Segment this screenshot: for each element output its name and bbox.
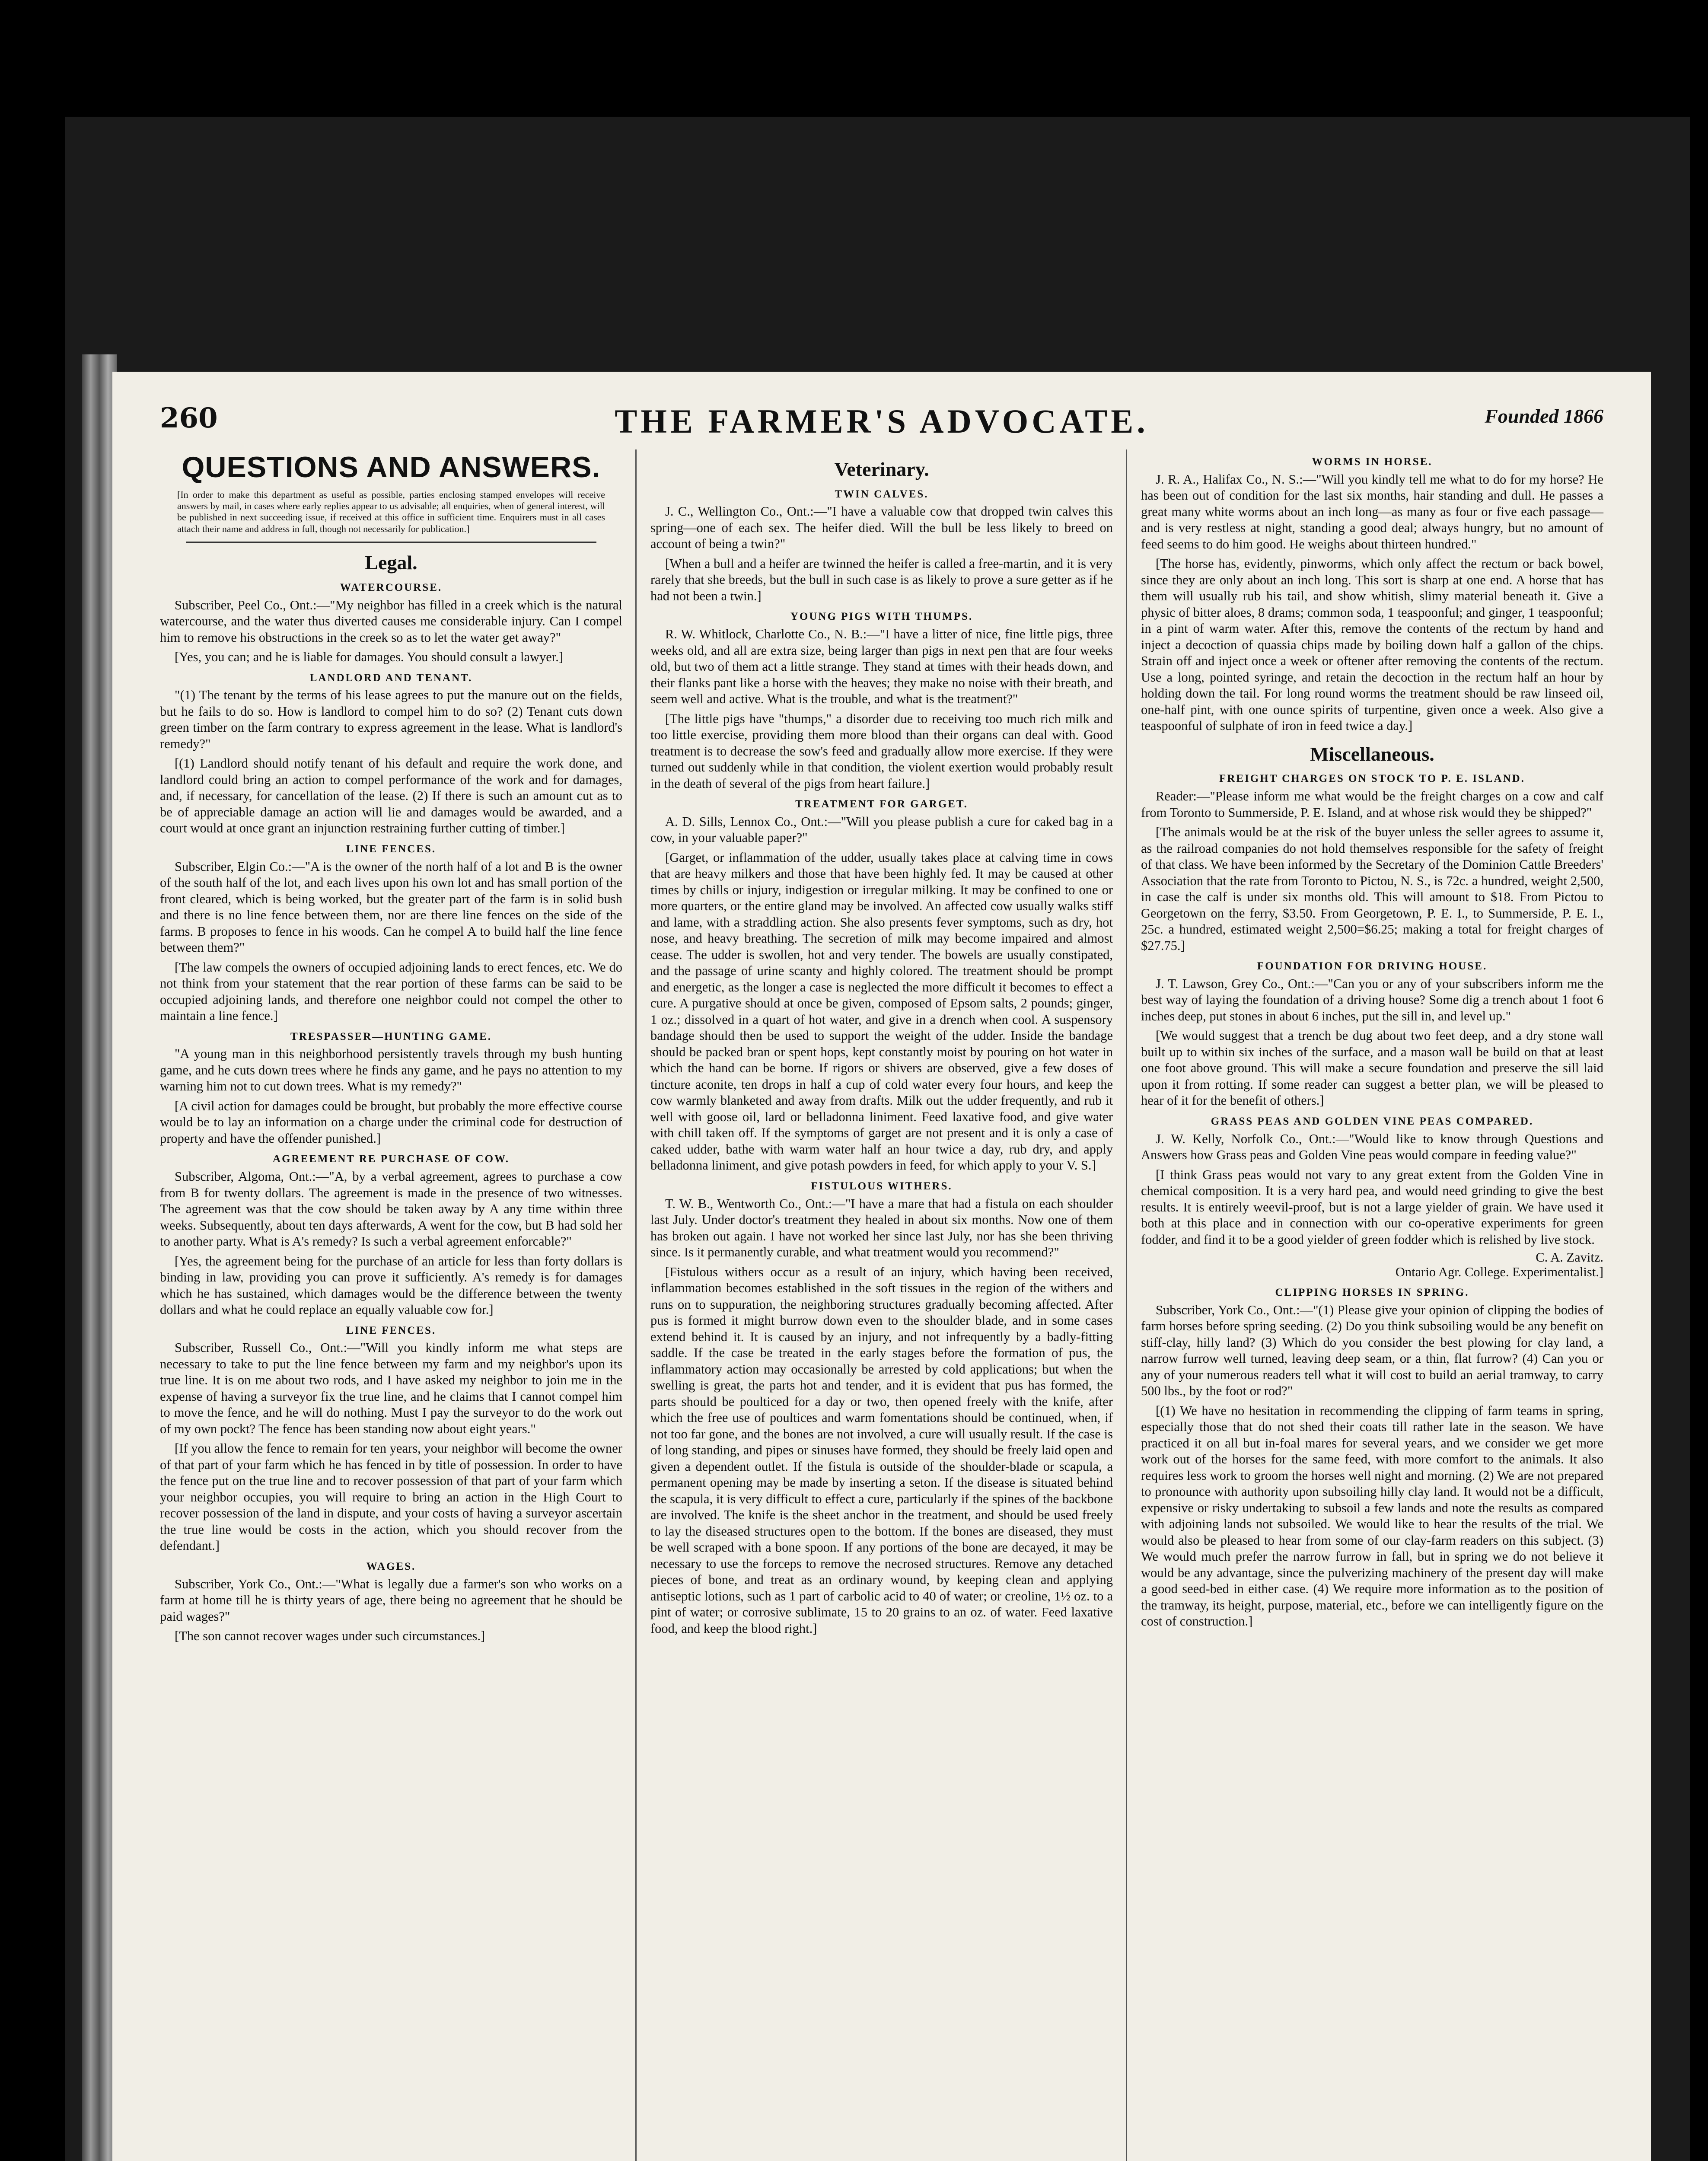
article [1141, 772, 1603, 954]
answer: [The little pigs have "thumps," a disorder due to receiving too much rich milk and too little exercise, providing them more blood than their organs can deal with. Good treatment is to decrease the sow's feed and gradually allow more exercise. If they were turned out suddenly while in that condition, the violent exertion would probably result in the death of several of the pigs from heart failure.] [650, 711, 1113, 791]
article-heading: WATERCOURSE. [340, 581, 443, 593]
article [160, 581, 622, 666]
question: J. W. Kelly, Norfolk Co., Ont.:—"Would like to know through Questions and Answers how Grass peas and Golden Vine peas would compare in feeding value?" [1141, 1131, 1603, 1163]
question: Subscriber, Elgin Co.:—"A is the owner of the north half of a lot and B is the owner of the south half of the lot, and each lives upon his own lot and has small portion of the front cleared, which is being worked, but the greater part of the farm is in solid bush and there is no line fence between them, nor are there line fences on the side of the farms. B proposes to fence in his woods. Can he compel A to build half the line fence between them?" [160, 859, 622, 955]
article [650, 1180, 1113, 1637]
article-heading: GRASS PEAS AND GOLDEN VINE PEAS COMPARED. [1211, 1115, 1534, 1127]
question: J. R. A., Halifax Co., N. S.:—"Will you kindly tell me what to do for my horse? He has been out of condition for the last six months, hair standing and dull. He passes a great many white worms about an inch long—as many as four or five each passage—and is very restless at night, standing a good deal; always hungry, but no amount of feed seems to do him good. He weighs about thirteen hundred." [1141, 472, 1603, 551]
answer: [When a bull and a heifer are twinned the heifer is called a free-martin, and it is very rarely that she breeds, but the bull in such case is as likely to prove a sure getter as if he had not been a twin.] [650, 556, 1113, 603]
divider [186, 542, 596, 543]
column-veterinary [650, 449, 1113, 1640]
question: J. T. Lawson, Grey Co., Ont.:—"Can you or any of your subscribers inform me the best way of laying the foundation of a driving house? Some dig a trench about 1 foot 6 inches deep, put stones in about 6 inches, put the sill in, and level up." [1141, 976, 1603, 1023]
answer: [We would suggest that a trench be dug about two feet deep, and a dry stone wall built up to within six inches of the surface, and a mason wall be build on that at least one foot above ground. This will make a secure foundation and preserve the sill laid upon it from rotting. If some reader can suggest a better plan, we will be pleased to hear of it for the benefit of others.] [1141, 1028, 1603, 1108]
article [650, 798, 1113, 1174]
article-heading: LINE FENCES. [346, 843, 437, 855]
article-heading: WAGES. [366, 1560, 416, 1572]
question: A. D. Sills, Lennox Co., Ont.:—"Will you please publish a cure for caked bag in a cow, in your valuable paper?" [650, 814, 1113, 845]
founded-date: Founded 1866 [1485, 405, 1603, 427]
question: J. C., Wellington Co., Ont.:—"I have a valuable cow that dropped twin calves this spring—one of each sex. The heifer died. Will the bull be less likely to breed on account of being a twin?" [650, 504, 1113, 551]
answer: [The law compels the owners of occupied adjoining lands to erect fences, etc. We do not think from your statement that the rear portion of these farms can be said to be occupied adjoining lands, and therefore one neighbor could not compel the other to maintain a line fence.] [160, 959, 622, 1023]
article [1141, 1286, 1603, 1630]
article [160, 672, 622, 837]
article-heading: CLIPPING HORSES IN SPRING. [1275, 1287, 1469, 1299]
masthead: THE FARMER'S ADVOCATE. [615, 402, 1149, 440]
answer: [The animals would be at the risk of the buyer unless the seller agrees to assume it, as the railroad companies do not hold themselves responsible for the safety of freight of that class. We have been informed by the Secretary of the Dominion Cattle Breeders' Association that the rate from Toronto to Pictou, N. S., is 72c. a hundred, weight 2,500, in case the calf is under six months old. This will amount to $18. From Pictou to Georgetown on the ferry, $3.50. From Georgetown, P. E. I., to Summerside, P. E. I., 25c. a hundred, estimated weight 2,500=$6.25; making a total for freight charges of $27.75.] [1141, 825, 1603, 953]
page-number: 260 [160, 402, 218, 434]
article-heading: FOUNDATION FOR DRIVING HOUSE. [1257, 960, 1488, 972]
question: Subscriber, York Co., Ont.:—"What is legally due a farmer's son who works on a farm at home till he is thirty years of age, there being no agreement that he should be paid wages?" [160, 1576, 622, 1624]
article-heading: WORMS IN HORSE. [1312, 456, 1433, 468]
article-heading: YOUNG PIGS WITH THUMPS. [790, 611, 973, 623]
signature: C. A. Zavitz. [1536, 1250, 1603, 1265]
article [1141, 1115, 1603, 1280]
section-heading-miscellaneous: Miscellaneous. [1310, 743, 1434, 765]
article [650, 488, 1113, 605]
column-rule [635, 449, 637, 2161]
article-heading: LINE FENCES. [346, 1324, 437, 1336]
article-heading: FREIGHT CHARGES ON STOCK TO P. E. ISLAND. [1219, 773, 1525, 785]
article-heading: TWIN CALVES. [835, 488, 929, 500]
answer: [(1) Landlord should notify tenant of his default and require the work done, and landlord could bring an action to compel performance of the work and for damages, and, if necessary, for cancellation of the lease. (2) If there is such an amount cut as to be of appreciable damage an action will lie and damages would be awarded, and a court would at once grant an injunction restraining further cutting of timber.] [160, 756, 622, 836]
article [160, 843, 622, 1024]
column-legal [160, 449, 622, 1648]
question: Reader:—"Please inform me what would be the freight charges on a cow and calf from Toronto to Summerside, P. E. Island, and at whose risk would they be shipped?" [1141, 789, 1603, 820]
article-heading: TREATMENT FOR GARGET. [795, 798, 968, 810]
answer: [If you allow the fence to remain for ten years, your neighbor will become the owner of that part of your farm which he has fenced in by title of possession. In order to have the fence put on the true line and to recover possession of that part of your farm which your neighbor occupies, you will require to bring an action in the High Court to recover possession of the land in dispute, and your costs of having a surveyor ascertain the true line would be costs in the action, which you should recover from the defendant.] [160, 1441, 622, 1553]
article [1141, 960, 1603, 1109]
intro-note: [In order to make this department as useful as possible, parties enclosing stamped envelopes will receive answers by mail, in cases where early replies appear to us advisable; all enquiries, when of general interest, will be published in next succeeding issue, if received at this office in sufficient time. Enquirers must in all cases attach their name and address in full, though not necessarily for publication.] [177, 489, 605, 534]
answer: [Yes, the agreement being for the purchase of an article for less than forty dollars is binding in law, providing you can prove it sufficiently. A's remedy is for damages which he has sustained, which damages would be the difference between the twenty dollars and what he could replace an equally valuable cow for.] [160, 1253, 622, 1317]
article-heading: FISTULOUS WITHERS. [811, 1180, 953, 1192]
answer: [A civil action for damages could be brought, but probably the more effective course would be to lay an information on a charge under the criminal code for destruction of property and have the offender punished.] [160, 1098, 622, 1146]
article-heading: AGREEMENT RE PURCHASE OF COW. [273, 1153, 510, 1165]
question: "A young man in this neighborhood persistently travels through my bush hunting game, and he cuts down trees where he finds any game, and he pays no attention to my warning him not to cut down trees. What is my remedy?" [160, 1046, 622, 1094]
article [650, 610, 1113, 792]
page-header [160, 402, 1603, 441]
article [160, 1324, 622, 1554]
question: T. W. B., Wentworth Co., Ont.:—"I have a mare that had a fistula on each shoulder last July. Under doctor's treatment they healed in about six months. Now one of them has broken out again. I have not worked her since last July, nor has she been thriving since. Is it permanently curable, and what treatment would you recommend?" [650, 1196, 1113, 1260]
article [1141, 456, 1603, 734]
section-title: QUESTIONS AND ANSWERS. [182, 451, 601, 484]
book-page-edges [82, 354, 117, 2161]
question: Subscriber, York Co., Ont.:—"(1) Please give your opinion of clipping the bodies of farm horses before spring seeding. (2) Do you think subsoiling would be any benefit on stiff-clay, hilly land? (3) Which do you consider the best plowing for clay land, a narrow furrow well turned, leaving deep seam, or a thin, flat furrow? (4) Can you or any of your numerous readers tell what it will cost to build an aerial tramway, to carry 500 lbs., by the foot or rod?" [1141, 1302, 1603, 1399]
answer: [Yes, you can; and he is liable for damages. You should consult a lawyer.] [175, 650, 564, 665]
answer: [I think Grass peas would not vary to any great extent from the Golden Vine in chemical composition. It is a very hard pea, and would need grinding to give the best results. It is entirely weevil-proof, but is not a large yielder of grain. We have used it both at this place and in connection with our co-operative experiments for green fodder, and find it to be a good yielder of green fodder which is relished by live stock. [1141, 1167, 1603, 1247]
article [160, 1560, 622, 1645]
question: Subscriber, Peel Co., Ont.:—"My neighbor has filled in a creek which is the natural watercourse, and the water thus diverted causes me considerable injury. Can I compel him to remove his obstructions in the creek so as to let the water get away?" [160, 597, 622, 645]
article [160, 1153, 622, 1318]
column-miscellaneous [1141, 449, 1603, 1633]
answer: [Fistulous withers occur as a result of an injury, which having been received, inflammation becomes established in the soft tissues in the region of the withers and runs on to suppuration, the neighboring structures gradually becoming affected. After pus is formed it might burrow down even to the shoulder blade, and in some cases extend behind it. It is caused by an injury, and not infrequently by a badly-fitting saddle. If the case be treated in the early stages before the formation of pus, the inflammatory action may occasionally be arrested by cold applications; but when the swelling is great, the parts hot and tender, and it is evident that pus has formed, the parts should be poulticed for a day or two, then opened freely with the knife, after which the free use of poultices and warm fomentations should be continued, when, if not too far gone, and the bones are not involved, a cure will usually result. If the case is of long standing, and pipes or sinuses have formed, they should be freely laid open and given a dependent outlet. If the fistula is outside of the shoulder-blade or scapula, a permanent opening may be made by inserting a seton. If the disease is situated behind the scapula, it is very difficult to effect a cure, particularly if the spines of the backbone are involved. The knife is the sheet anchor in the treatment, and should be used freely to lay the diseased structures open to the bottom. If the bones are diseased, they must be well scraped with a bone spoon. If any portions of the bone are decayed, it may be necessary to use the forceps to remove the necrosed structures. Remove any detached pieces of bone, and treat as an ordinary wound, by keeping clean and applying antiseptic lotions, such as 1 part of carbolic acid to 40 of water; or creoline, 1½ oz. to a pint of water; or corrosive sublimate, 15 to 20 grains to an oz. of water. Feed laxative food, and keep the blood right.] [650, 1264, 1113, 1636]
section-heading-veterinary: Veterinary. [834, 458, 929, 480]
article-heading: TRESPASSER—HUNTING GAME. [290, 1030, 492, 1042]
section-heading-legal: Legal. [365, 551, 417, 574]
question: "(1) The tenant by the terms of his lease agrees to put the manure out on the fields, but he fails to do so. How is landlord to compel him to do so? (2) Tenant cuts down green timber on the farm contrary to express agreement in the lease. What is landlord's remedy?" [160, 688, 622, 751]
answer: [The horse has, evidently, pinworms, which only affect the rectum or back bowel, since they are only about an inch long. This sort is sharp at one end. A horse that has them will usually rub his tail, and show whitish, slimy material beneath it. Give a physic of bitter aloes, 8 drams; common soda, 1 teaspoonful; and ginger, 1 teaspoonful; in a pint of warm water. After this, remove the contents of the rectum by hand and inject a decoction of quassia chips made by boiling down half a gallon of the chips. Strain off and inject once a week or oftener after removing the contents of the rectum. Use a long, pointed syringe, and retain the decoction in the rectum half an hour by holding down the tail. For long round worms the treatment should be raw linseed oil, one-half pint, with one ounce spirits of turpentine, given once a week. Also give a teaspoonful of sulphate of iron in feed twice a day.] [1141, 556, 1603, 733]
newspaper-page [112, 372, 1651, 2161]
signature-affiliation: Ontario Agr. College. Experimentalist.] [1395, 1264, 1603, 1279]
column-rule [1126, 449, 1127, 2161]
question: Subscriber, Algoma, Ont.:—"A, by a verbal agreement, agrees to purchase a cow from B for twenty dollars. The agreement is made in the presence of two witnesses. The agreement was that the cow should be taken away by A any time within three weeks. Subsequently, about ten days afterwards, A went for the cow, but B had sold her to another party. What is A's remedy? Is such a verbal agreement enforcable?" [160, 1169, 622, 1249]
question: Subscriber, Russell Co., Ont.:—"Will you kindly inform me what steps are necessary to take to put the line fence between my farm and my neighbor's upon its true line. It is on me about two rods, and I have asked my neighbor to join me in the expense of having a surveyor fix the true line, and he claims that I cannot compel him to move the fence, and he will do nothing. Must I pay the surveyor to do the work out of my own pockt? The fence has been standing now about eight years." [160, 1340, 622, 1436]
article-heading: LANDLORD AND TENANT. [309, 672, 473, 684]
answer: [(1) We have no hesitation in recommending the clipping of farm teams in spring, especially those that do not shed their coats till rather late in the season. We have practiced it on all but in-foal mares for several years, and we consider we get more work out of the horses for the same feed, with more comfort to the animals. It also requires less work to groom the horses well night and morning. (2) We are not prepared to pronounce with authority upon subsoiling hilly clay land. It would not be a difficult, expensive or risky undertaking to subsoil a few lands and note the results as compared with adjoining lands not subsoiled. We would like to hear the results of the trial. We would also be pleased to hear from some of our clay-farm readers on this subject. (3) We would much prefer the narrow furrow in fall, but in spring we do not believe it would be any advantage, since the pulverizing machinery of the present day will make a good seed-bed in either case. (4) We require more information as to the position of the tramway, its height, purpose, material, etc., before we can intelligently figure on the cost of construction.] [1141, 1403, 1603, 1629]
question: R. W. Whitlock, Charlotte Co., N. B.:—"I have a litter of nice, fine little pigs, three weeks old, and all are extra size, being larger than pigs in next pen that are four weeks old, but two of them act a little strange. They stand at times with their heads down, and their flanks pant like a horse with the heaves; they make no noise with their breath, and seem well and active. What is the trouble, and what is the treatment?" [650, 627, 1113, 707]
article [160, 1030, 622, 1147]
answer: [Garget, or inflammation of the udder, usually takes place at calving time in cows that are heavy milkers and those that have been highly fed. It may be caused at other times by chills or injury, indigestion or irregular milking. It may be confined to one or more quarters, or the entire gland may be involved. An affected cow usually walks stiff and lame, with a straddling action. She also presents fever symptoms, such as dry, hot nose, and heavy breathing. The secretion of milk may become impaired and almost cease. The udder is swollen, hot and very tender. The bowels are usually constipated, and the passage of urine scanty and highly colored. The treatment should be prompt and energetic, as the longer a case is neglected the more difficult it becomes to effect a cure. A purgative should at once be given, composed of Epsom salts, 2 pounds; ginger, 1 oz.; dissolved in a quart of hot water, and give in a drench when cool. A suspensory bandage should then be used to support the weight of the udder. Inside the bandage should be packed bran or spent hops, kept constantly moist by pouring on hot water in which the hand can be borne. If rigors or shivers are observed, give a few doses of tincture aconite, ten drops in half a cup of cold water every four hours, and keep the cow warmly blanketed and away from drafts. Milk out the udder frequently, and rub it well with goose oil, lard or belladonna liniment. Feed laxative food, and give water with chill taken off. If the symptoms of garget are not present and it is only a case of caked udder, bathe with warm water half an hour twice a day, rub dry, and apply belladonna liniment, and give potash powders in feed, for which apply to your V. S.] [650, 850, 1113, 1173]
answer: [The son cannot recover wages under such circumstances.] [175, 1629, 485, 1644]
